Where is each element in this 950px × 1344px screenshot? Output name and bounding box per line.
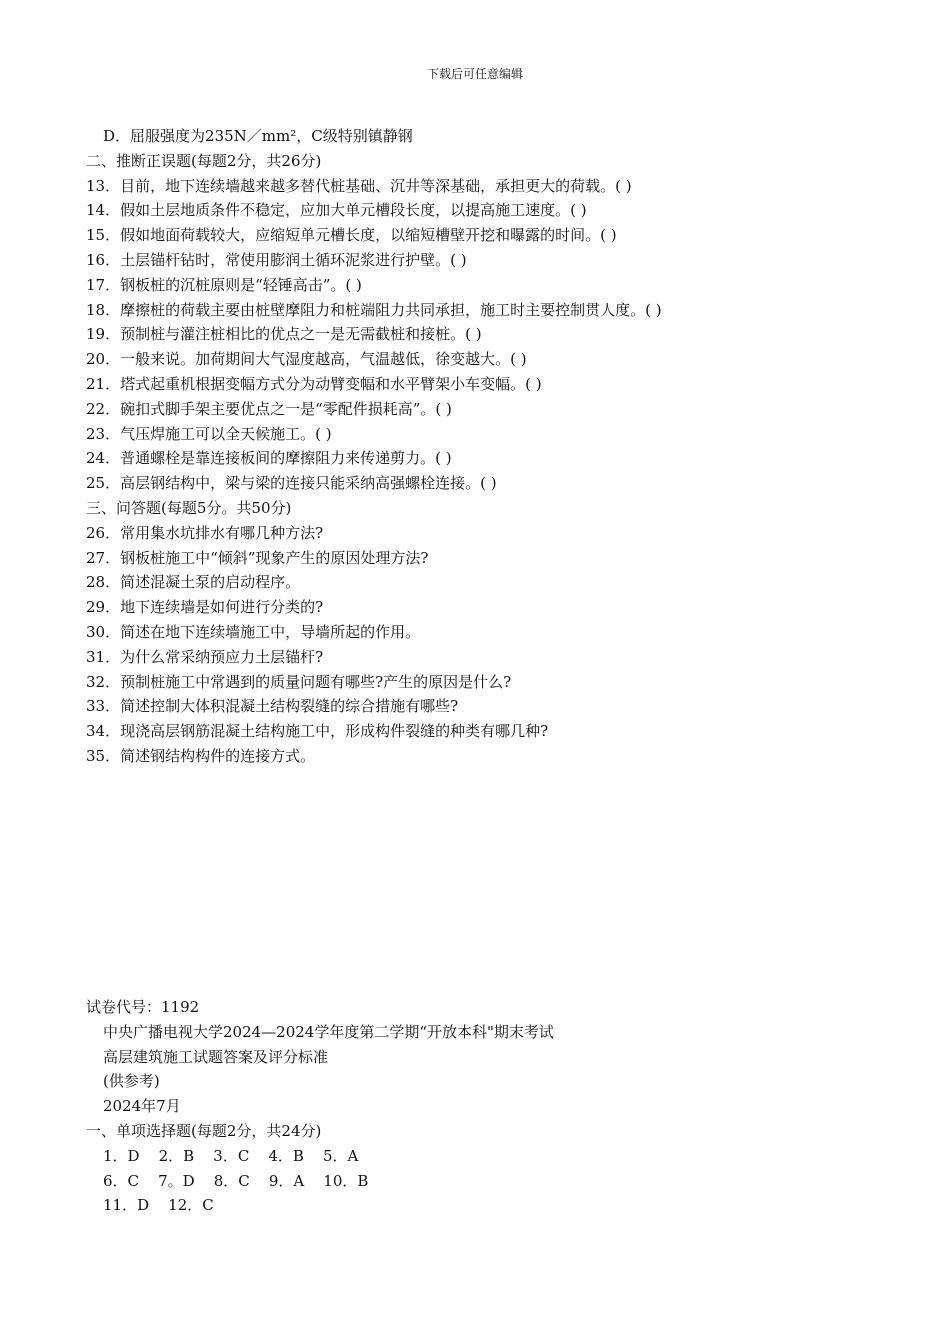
question-30: 30．简述在地下连续墙施工中，导墙所起的作用。 <box>86 622 421 641</box>
exam-questions-section <box>86 124 866 769</box>
option-d-line: D．屈服强度为235N／mm²，C级特别镇静钢 <box>103 127 413 145</box>
question-27: 27．钢板桩施工中“倾斜”现象产生的原因处理方法? <box>86 548 429 567</box>
question-18: 18．摩擦桩的荷载主要由桩壁摩阻力和桩端阻力共同承担，施工时主要控制贯人度。( ) <box>86 300 662 319</box>
answers-row-3: 11．D 12．C <box>103 1196 214 1215</box>
question-29: 29．地下连续墙是如何进行分类的? <box>86 598 324 617</box>
question-31: 31．为什么常采纳预应力土层锚杆? <box>86 647 324 666</box>
section-1-answers-heading: 一、单项选择题(每题2分，共24分) <box>86 1121 322 1140</box>
question-33: 33．简述控制大体积混凝土结构裂缝的综合措施有哪些? <box>86 697 459 716</box>
question-26: 26．常用集水坑排水有哪几种方法? <box>86 523 324 542</box>
section-2-heading: 二、推断正误题(每题2分，共26分) <box>86 151 322 170</box>
question-22: 22．碗扣式脚手架主要优点之一是“零配件损耗高”。( ) <box>86 399 452 418</box>
question-15: 15．假如地面荷载较大，应缩短单元槽长度，以缩短槽壁开挖和曝露的时间。( ) <box>86 226 617 245</box>
question-21: 21．塔式起重机根据变幅方式分为动臂变幅和水平臂架小车变幅。( ) <box>86 374 542 393</box>
question-13: 13．目前，地下连续墙越来越多替代桩基础、沉井等深基础，承担更大的荷载。( ) <box>86 176 632 195</box>
question-24: 24．普通螺栓是靠连接板间的摩擦阻力来传递剪力。( ) <box>86 449 452 468</box>
section-3-heading: 三、问答题(每题5分。共50分) <box>86 498 292 517</box>
exam-date: 2024年7月 <box>103 1097 181 1116</box>
exam-institution-title: 中央广播电视大学2024—2024学年度第二学期“开放本科"期末考试 <box>103 1022 554 1041</box>
for-reference-note: (供参考) <box>103 1072 160 1091</box>
question-20: 20．一般来说。加荷期间大气湿度越高，气温越低，徐变越大。( ) <box>86 350 527 369</box>
question-28: 28．简述混凝土泵的启动程序。 <box>86 573 301 592</box>
question-19: 19．预制桩与灌注桩相比的优点之一是无需截桩和接桩。( ) <box>86 325 482 344</box>
question-23: 23．气压焊施工可以全天候施工。( ) <box>86 424 332 443</box>
question-32: 32．预制桩施工中常遇到的质量问题有哪些?产生的原因是什么? <box>86 672 512 691</box>
exam-code: 试卷代号：1192 <box>86 998 200 1016</box>
page-header: 下载后可任意编辑 <box>426 67 523 81</box>
question-35: 35．简述钢结构构件的连接方式。 <box>86 746 316 765</box>
question-25: 25．高层钢结构中，梁与梁的连接只能采纳高强螺栓连接。( ) <box>86 474 497 493</box>
answer-key-title: 高层建筑施工试题答案及评分标准 <box>103 1047 329 1066</box>
answers-row-2: 6．C 7。D 8．C 9．A 10．B <box>103 1171 369 1190</box>
answers-row-1: 1．D 2．B 3．C 4．B 5．A <box>103 1146 359 1165</box>
question-34: 34．现浇高层钢筋混凝土结构施工中，形成构件裂缝的种类有哪几种? <box>86 722 549 741</box>
question-16: 16．土层锚杆钻时，常使用膨润土循环泥浆进行护壁。( ) <box>86 250 467 269</box>
question-14: 14．假如土层地质条件不稳定，应加大单元槽段长度，以提高施工速度。( ) <box>86 201 587 220</box>
answer-key-section <box>86 995 866 1218</box>
question-17: 17．钢板桩的沉桩原则是“轻锤高击”。( ) <box>86 275 362 294</box>
